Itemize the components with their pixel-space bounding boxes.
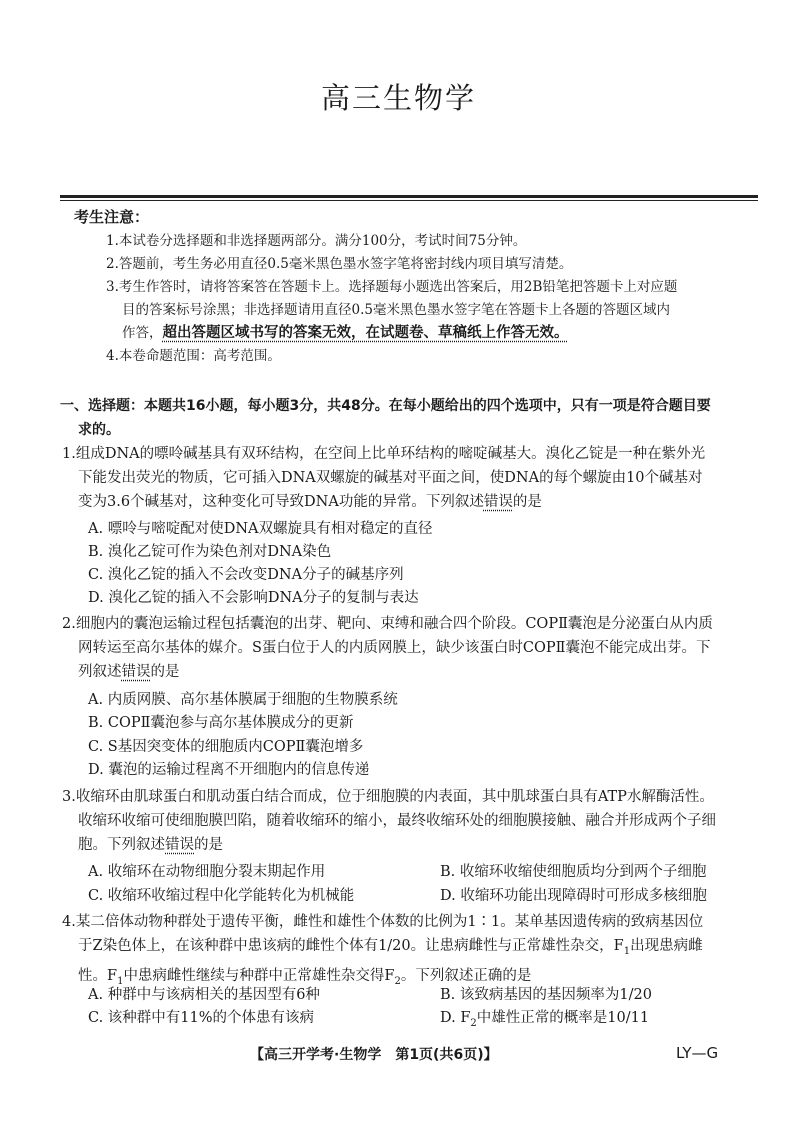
q4-line-2-text: 于Z染色体上，在该种群中患该病的雌性个体有1/20。让患病雌性与正常雄性杂交，F [78,938,624,954]
q3-option-a: A. 收缩环在动物细胞分裂末期起作用 [88,864,326,880]
q4-sub-f2: 2 [394,975,401,987]
footer-code: LY—G [676,1044,719,1062]
q2-line-3-text: 列叙述 [78,664,122,680]
footer-page-info: 【高三开学考·生物学 第1页(共6页)】 [250,1047,498,1063]
notice-emphasis: 超出答题区域书写的答案无效，在试题卷、草稿纸上作答无效。 [162,325,569,341]
q4-sub-f1-b: 1 [117,975,124,987]
q4-line-3-mid: 中患病雌性继续与种群中正常雄性杂交得F [123,967,395,984]
q2-stem-end: 的是 [150,664,180,680]
q3-stem-key: 错误 [165,837,194,853]
q4-option-a: A. 种群中与该病相关的基因型有6种 [88,987,320,1003]
q2-line-2: 网转运至高尔基体的媒介。S蛋白位于人的内质网膜上，缺少该蛋白时COPⅡ囊泡不能完成出芽。下 [78,640,711,656]
q2-option-b: B. COPⅡ囊泡参与高尔基体膜成分的更新 [88,715,354,731]
question-2 [62,612,762,684]
q2-stem-key: 错误 [121,664,151,680]
q1-option-c: C. 溴化乙锭的插入不会改变DNA分子的碱基序列 [88,567,404,583]
q1-line-3 [62,490,762,514]
q4-line-3-end: 。下列叙述正确的是 [400,967,532,984]
q1-line-2: 下能发出荧光的物质，它可插入DNA双螺旋的碱基对平面之间，使DNA的每个螺旋由10个碱基对 [78,470,703,486]
q3-line-3 [62,833,762,857]
q1-stem-key: 错误 [483,494,513,510]
section-heading [60,394,760,442]
notice-heading: 考生注意： [74,208,150,226]
q1-stem-end: 的是 [512,494,542,510]
q1-option-b: B. 溴化乙锭可作为染色剂对DNA染色 [88,544,332,560]
q4-option-d-sub: 2 [470,1017,477,1029]
q1-line-1: 1.组成DNA的嘌呤碱基具有双环结构，在空间上比单环结构的嘧啶碱基大。溴化乙锭是一种在紫外光 [62,446,706,462]
q3-line-1: 3.收缩环由肌球蛋白和肌动蛋白结合而成，位于细胞膜的内表面，其中肌球蛋白具有ATP水解酶活性。 [62,789,714,805]
section-line-2: 求的。 [78,422,120,438]
notice-item-2: 2.答题前，考生务必用直径0.5毫米黑色墨水签字笔将密封线内项目填写清楚。 [106,256,573,272]
q4-line-1: 4.某二倍体动物种群处于遗传平衡，雌性和雄性个体数的比例为1∶1。某单基因遗传病的致病基因位 [62,914,704,930]
q3-line-3-text: 胞。下列叙述 [78,837,165,853]
q3-option-d: D. 收缩环功能出现障碍时可形成多核细胞 [440,888,707,904]
q1-option-d: D. 溴化乙锭的插入不会影响DNA分子的复制与表达 [88,590,419,606]
q4-option-d-prefix: D. F [440,1010,471,1026]
notice-item-3-prefix: 作答， [122,325,163,341]
notice-item-3-end [106,322,756,345]
q4-option-d-text: 中雄性正常的概率是10/11 [476,1010,650,1026]
q4-line-2-end: 出现患病雌 [630,938,703,954]
question-3 [62,785,762,857]
q4-option-b: B. 该致病基因的基因频率为1/20 [440,987,652,1003]
notice-item-3: 3.考生作答时，请将答案答在答题卡上。选择题每小题选出答案后，用2B铅笔把答题卡上对应题 [106,279,678,295]
q2-option-d: D. 囊泡的运输过程离不开细胞内的信息传递 [88,762,370,778]
notice-item-1: 1.本试卷分选择题和非选择题两部分。满分100分，考试时间75分钟。 [106,233,527,249]
q4-option-d [440,1007,649,1035]
header-rule-thin [60,200,758,201]
q1-line-3-text: 变为3.6个碱基对，这种变化可导致DNA功能的异常。下列叙述 [78,494,484,510]
q1-option-a: A. 嘌呤与嘧啶配对使DNA双螺旋具有相对稳定的直径 [88,521,433,537]
notice-list [106,230,756,368]
q4-option-c: C. 该种群中有11%的个体患有该病 [88,1010,315,1026]
q2-line-3 [62,660,762,684]
question-4 [62,910,762,994]
header-rule-thick [60,195,758,198]
q3-line-2: 收缩环收缩可使细胞膜凹陷，随着收缩环的缩小，最终收缩环处的细胞膜接触、融合并形成两个子细 [78,813,716,829]
q2-option-c: C. S基因突变体的细胞质内COPⅡ囊泡增多 [88,739,364,755]
q4-sub-f1-a: 1 [623,945,631,957]
q3-option-c: C. 收缩环收缩过程中化学能转化为机械能 [88,888,355,904]
section-line-1: 一、选择题：本题共16小题，每小题3分，共48分。在每小题给出的四个选项中，只有一项是符合题目要 [60,398,711,414]
notice-item-4: 4.本卷命题范围：高考范围。 [106,348,281,364]
q3-stem-end: 的是 [194,837,223,853]
q4-line-2 [62,934,762,964]
q3-option-b: B. 收缩环收缩使细胞质均分到两个子细胞 [440,864,707,880]
question-1 [62,442,762,514]
notice-item-3-cont: 目的答案标号涂黑；非选择题请用直径0.5毫米黑色墨水签字笔在答题卡上各题的答题区域内 [122,302,670,318]
page-title: 高三生物学 [320,81,476,115]
q2-option-a: A. 内质网膜、高尔基体膜属于细胞的生物膜系统 [88,692,398,708]
q4-line-3-text: 性。F [78,967,118,984]
q2-line-1: 2.细胞内的囊泡运输过程包括囊泡的出芽、靶向、束缚和融合四个阶段。COPⅡ囊泡是分泌蛋白从内质 [62,616,713,632]
